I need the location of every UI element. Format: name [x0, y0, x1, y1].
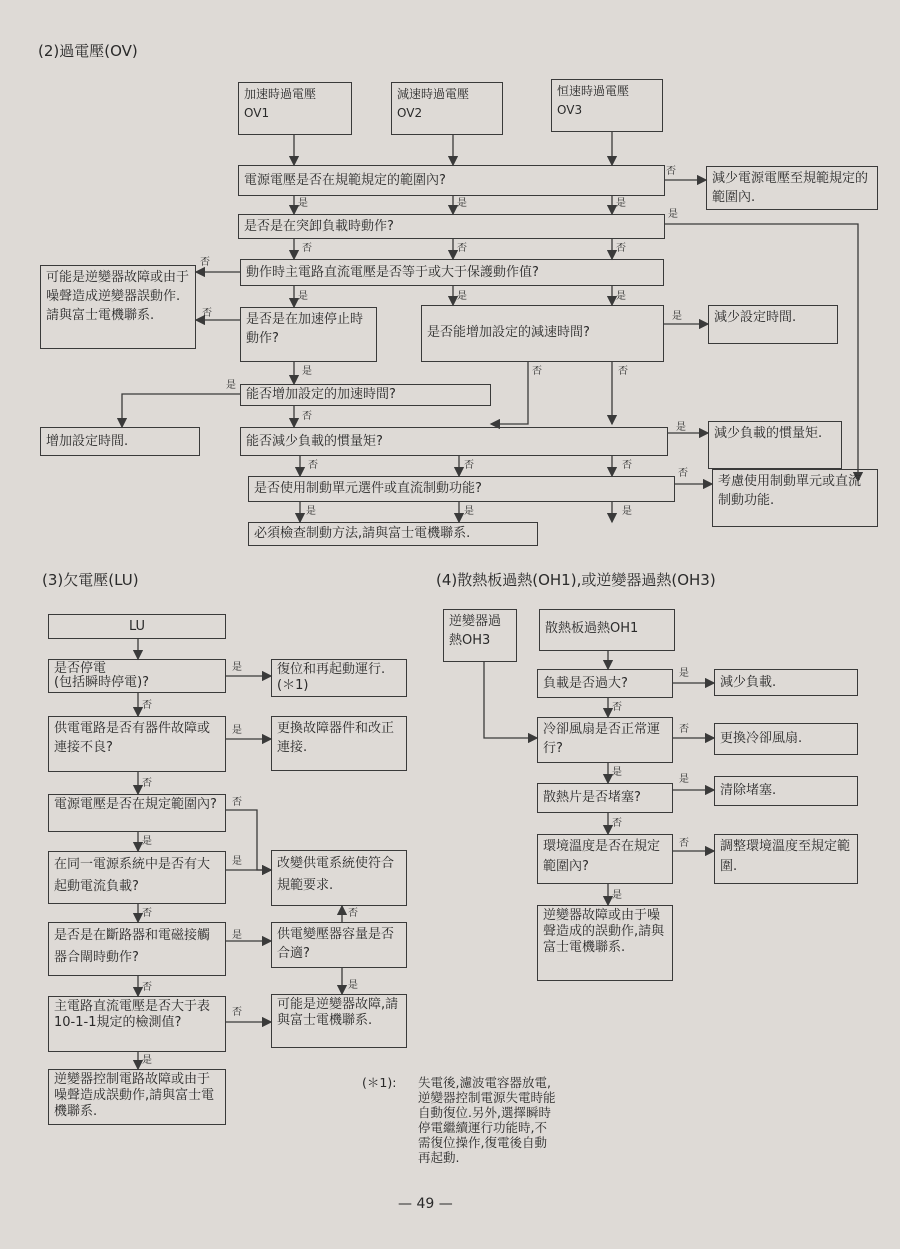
lu-end-text: 逆變器控制電路故障或由于噪聲造成誤動作,請與富士電機聯系. — [54, 1072, 215, 1119]
ov3-start-box — [551, 79, 663, 132]
lu-q7-text: 主電路直流電壓是否大于表10-1-1規定的檢測值? — [54, 999, 211, 1030]
ov-q7-text: 能否減少負載的慣量矩? — [246, 434, 383, 449]
lu-a4-box — [271, 850, 407, 906]
label-no: 否 — [142, 778, 152, 789]
lu-q2-text: 供電電路是否有器件故障或連接不良? — [54, 721, 211, 755]
ov-q5-text: 是否能增加設定的減速時間? — [427, 325, 590, 340]
footnote-text: 失電後,濾波電容器放電, 逆變器控制電源失電時能 自動復位.另外,選擇瞬時 停電繼續運行功能時,不 需復位操作,復電後自動 再起動. — [418, 1075, 556, 1165]
ov-a7-box — [708, 421, 842, 469]
oh1-start-text: 散熱板過熱OH1 — [545, 621, 639, 636]
label-no: 否 — [142, 908, 152, 919]
label-no: 否 — [679, 724, 689, 735]
lu-end-box — [48, 1069, 226, 1125]
lu-q1-text: 是否停電 (包括瞬時停電)? — [54, 661, 150, 690]
lu-q4-text: 在同一電源系統中是否有大起動電流負載? — [54, 857, 211, 894]
ov2-start-text: 減速時過電壓 OV2 — [397, 87, 470, 120]
label-no: 否 — [202, 308, 212, 319]
label-no: 否 — [666, 166, 676, 177]
label-no: 否 — [348, 908, 358, 919]
label-no: 否 — [622, 460, 632, 471]
label-yes: 是 — [616, 198, 626, 209]
label-yes: 是 — [668, 209, 678, 220]
ov-q3-text: 動作時主電路直流電壓是否等于或大于保護動作值? — [246, 265, 539, 280]
label-yes: 是 — [457, 198, 467, 209]
ov-a8-text: 考慮使用制動單元或直流制動功能. — [718, 474, 862, 508]
ov1-start-text: 加速時過電壓 OV1 — [244, 87, 317, 120]
ov-q8-box — [248, 476, 675, 502]
label-yes: 是 — [306, 506, 316, 517]
label-no: 否 — [200, 257, 210, 268]
ov-a5-text: 減少設定時間. — [714, 310, 797, 325]
oh1-start-box — [539, 609, 675, 651]
label-no: 否 — [308, 460, 318, 471]
ov-a7-text: 減少負載的慣量矩. — [714, 426, 823, 441]
ov-end-box — [248, 522, 538, 546]
label-no: 否 — [464, 460, 474, 471]
label-yes: 是 — [676, 422, 686, 433]
label-no: 否 — [142, 700, 152, 711]
lu-q3-box — [48, 794, 226, 832]
lu-a2-text: 更換故障器件和改正連接. — [277, 721, 395, 755]
lu-a4-text: 改變供電系統使符合規範要求. — [277, 856, 395, 893]
label-yes: 是 — [142, 836, 152, 847]
label-no: 否 — [616, 243, 626, 254]
oh-a2-box — [714, 723, 858, 755]
oh-a4-text: 調整環境溫度至規定範圍. — [720, 839, 851, 874]
lu-a1-text: 復位和再起動運行.(＊1) — [277, 662, 386, 693]
label-no: 否 — [457, 243, 467, 254]
lu-a7-box — [271, 994, 407, 1048]
label-no: 否 — [232, 1007, 242, 1018]
label-yes: 是 — [457, 291, 467, 302]
label-no: 否 — [532, 366, 542, 377]
lu-q7-box — [48, 996, 226, 1052]
label-yes: 是 — [622, 506, 632, 517]
oh-a1-text: 減少負載. — [720, 675, 777, 690]
label-no: 否 — [678, 468, 688, 479]
label-no: 否 — [618, 366, 628, 377]
oh3-start-text: 逆變器過熱OH3 — [449, 614, 502, 648]
oh-q1-text: 負載是否過大? — [543, 676, 628, 691]
label-yes: 是 — [302, 366, 312, 377]
ov-q6-box — [240, 384, 491, 406]
ov-q2-box — [238, 214, 665, 239]
label-yes: 是 — [298, 291, 308, 302]
oh-end-box — [537, 905, 673, 981]
label-no: 否 — [142, 982, 152, 993]
ov-q3-box — [240, 259, 664, 286]
ov-q8-text: 是否使用制動單元選件或直流制動功能? — [254, 481, 482, 496]
label-yes: 是 — [612, 890, 622, 901]
ov-a5-box — [708, 305, 838, 344]
oh-q4-box — [537, 834, 673, 884]
lu-a7-text: 可能是逆變器故障,請與富士電機聯系. — [277, 997, 399, 1028]
label-yes: 是 — [679, 774, 689, 785]
oh-a3-text: 清除堵塞. — [720, 783, 777, 798]
oh-q3-box — [537, 783, 673, 813]
label-no: 否 — [302, 411, 312, 422]
ov-a6-box — [40, 427, 200, 456]
page-number: — 49 — — [398, 1196, 453, 1212]
label-no: 否 — [679, 838, 689, 849]
oh-q3-text: 散熱片是否堵塞? — [543, 790, 641, 805]
label-yes: 是 — [142, 1055, 152, 1066]
lu-q6-text: 供電變壓器容量是否合適? — [277, 927, 395, 961]
oh-q1-box — [537, 669, 673, 698]
label-yes: 是 — [226, 380, 236, 391]
ov-q1-text: 電源電壓是否在規範規定的範圍內? — [244, 173, 446, 188]
lu-start-box — [48, 614, 226, 639]
footnote-marker: (＊1): — [362, 1075, 397, 1090]
label-yes: 是 — [672, 311, 682, 322]
section-heading-ov: (2)過電壓(OV) — [38, 42, 138, 60]
label-no: 否 — [612, 702, 622, 713]
ov3-start-text: 恒速時過電壓 OV3 — [557, 84, 630, 117]
ov-a8-box — [712, 469, 878, 527]
section-heading-oh: (4)散熱板過熱(OH1),或逆變器過熱(OH3) — [436, 571, 716, 589]
label-yes: 是 — [232, 725, 242, 736]
lu-a2-box — [271, 716, 407, 771]
ov-q6-text: 能否增加設定的加速時間? — [246, 387, 396, 402]
oh-a2-text: 更換冷卻風扇. — [720, 731, 803, 746]
ov-q4-box — [240, 307, 377, 362]
label-no: 否 — [612, 818, 622, 829]
oh3-start-box — [443, 609, 517, 662]
label-yes: 是 — [232, 930, 242, 941]
oh-a1-box — [714, 669, 858, 696]
oh-q2-box — [537, 717, 673, 763]
oh-q2-text: 冷卻風扇是否正常運行? — [543, 722, 661, 756]
label-yes: 是 — [232, 856, 242, 867]
lu-q1-box — [48, 659, 226, 693]
ov-a6-text: 增加設定時間. — [46, 434, 129, 449]
ov-end-text: 必須檢查制動方法,請與富士電機聯系. — [254, 526, 471, 541]
ov-a1-box — [706, 166, 878, 210]
label-yes: 是 — [679, 668, 689, 679]
ov2-start-box — [391, 82, 503, 135]
oh-a4-box — [714, 834, 858, 884]
lu-q5-box — [48, 922, 226, 976]
label-yes: 是 — [298, 198, 308, 209]
label-no: 否 — [232, 797, 242, 808]
lu-start-text: LU — [128, 619, 146, 634]
ov-q1-box — [238, 165, 665, 196]
oh-q4-text: 環境溫度是否在規定範圍內? — [543, 839, 661, 874]
section-heading-lu: (3)欠電壓(LU) — [42, 571, 139, 589]
label-yes: 是 — [616, 291, 626, 302]
oh-a3-box — [714, 776, 858, 806]
ov-q7-box — [240, 427, 668, 456]
ov-a3-text: 可能是逆變器故障或由于噪聲造成逆變器誤動作.請與富士電機聯系. — [46, 270, 190, 323]
ov-a3-box — [40, 265, 196, 349]
ov-q4-text: 是否是在加速停止時動作? — [246, 312, 364, 346]
label-yes: 是 — [348, 980, 358, 991]
lu-q3-text: 電源電壓是否在規定範圍內? — [54, 797, 217, 812]
ov-q5-box — [421, 305, 664, 362]
label-yes: 是 — [232, 662, 242, 673]
lu-q4-box — [48, 851, 226, 904]
ov1-start-box — [238, 82, 352, 135]
label-yes: 是 — [464, 506, 474, 517]
label-no: 否 — [302, 243, 312, 254]
lu-q2-box — [48, 716, 226, 772]
lu-q5-text: 是否是在斷路器和電磁接觸器合閘時動作? — [54, 928, 211, 965]
ov-q2-text: 是否是在突卸負載時動作? — [244, 219, 394, 234]
lu-a1-box — [271, 659, 407, 697]
ov-a1-text: 減少電源電壓至規範規定的範圍內. — [712, 171, 869, 205]
oh-end-text: 逆變器故障或由于噪聲造成的誤動作,請與富士電機聯系. — [543, 908, 665, 955]
lu-q6-box — [271, 922, 407, 968]
label-yes: 是 — [612, 767, 622, 778]
